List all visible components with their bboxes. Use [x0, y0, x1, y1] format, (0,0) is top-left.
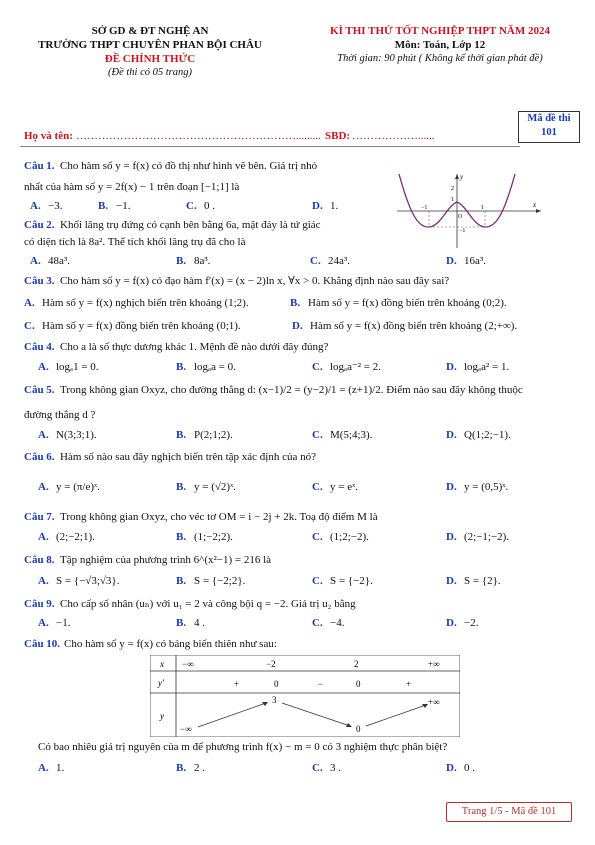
q2-opt-d[interactable]: 16a³.	[464, 255, 486, 267]
official-label: ĐỀ CHÍNH THỨC	[104, 53, 196, 65]
q6-line1	[0, 450, 595, 466]
q10-text-1: Cho hàm số y = f(x) có bảng biến thiên như sau:	[64, 638, 277, 650]
q1-label: Câu 1.	[24, 160, 55, 172]
q10-opt-d-letter[interactable]: D.	[446, 762, 457, 774]
vt-sign-4: 0	[356, 679, 361, 689]
q7-label: Câu 7.	[24, 511, 55, 523]
q4-opt-d-letter[interactable]: D.	[446, 361, 457, 373]
q1-opt-a[interactable]: −3.	[48, 200, 63, 212]
q7-opt-a-letter[interactable]: A.	[38, 531, 49, 543]
q3-opt-a[interactable]: Hàm số y = f(x) nghịch biến trên khoảng (1;2).	[42, 297, 249, 309]
q2-opt-c-letter[interactable]: C.	[310, 255, 321, 267]
q4-text-1: Cho a là số thực dương khác 1. Mệnh đề nào dưới đây đúng?	[60, 341, 329, 353]
q2-opt-c[interactable]: 24a³.	[328, 255, 350, 267]
sbd-label: SBD:	[325, 130, 351, 142]
q9-opt-c-letter[interactable]: C.	[312, 617, 323, 629]
q6-options	[0, 480, 595, 496]
vt-x-2: 2	[354, 659, 359, 669]
q5-text-2: đường thẳng d ?	[24, 409, 96, 421]
graph-tick-x1: 1	[481, 205, 484, 211]
q7-opt-c[interactable]: (1;2;−2).	[330, 531, 369, 543]
school-name: TRƯỜNG THPT CHUYÊN PHAN BỘI CHÂU	[38, 39, 262, 51]
q8-line1	[0, 553, 595, 569]
q3-opt-d[interactable]: Hàm số y = f(x) đồng biến trên khoảng (2;+∞).	[310, 320, 518, 332]
q3-opt-d-letter[interactable]: D.	[292, 320, 303, 332]
q10-opt-b-letter[interactable]: B.	[176, 762, 187, 774]
q1-opt-a-letter[interactable]: A.	[30, 200, 41, 212]
q8-opt-d[interactable]: S = {2}.	[464, 575, 501, 587]
q4-opt-a-letter[interactable]: A.	[38, 361, 49, 373]
page-indicator: Trang 1/5 - Mã đề 101	[446, 802, 572, 822]
q4-opt-d[interactable]: logₐa² = 1.	[464, 361, 510, 373]
q4-options	[0, 360, 595, 376]
q10-opt-c[interactable]: 3 .	[330, 762, 341, 774]
q6-opt-b-letter[interactable]: B.	[176, 481, 187, 493]
q8-options	[0, 574, 595, 590]
vt-x-minus-2: −2	[266, 659, 276, 669]
header-divider	[20, 146, 520, 147]
q4-opt-b-letter[interactable]: B.	[176, 361, 187, 373]
q10-line1	[0, 637, 595, 653]
q5-opt-d-letter[interactable]: D.	[446, 429, 457, 441]
q2-line1	[0, 218, 595, 234]
q2-label: Câu 2.	[24, 219, 55, 231]
q9-opt-b-letter[interactable]: B.	[176, 617, 187, 629]
q2-line2	[0, 235, 595, 251]
pages-note: (Đề thi có 05 trang)	[108, 67, 192, 78]
vt-y-plus-inf: +∞	[428, 697, 440, 707]
exam-time: Thời gian: 90 phút ( Không kể thời gian phát đề)	[337, 53, 543, 64]
q6-text-1: Hàm số nào sau đây nghịch biến trên tập xác định của nó?	[60, 451, 316, 463]
q3-options-1	[0, 296, 595, 312]
q2-opt-d-letter[interactable]: D.	[446, 255, 457, 267]
vt-row-y: y	[160, 711, 164, 721]
q9-options	[0, 616, 595, 632]
q5-opt-c[interactable]: M(5;4;3).	[330, 429, 373, 441]
graph-y-label: y	[460, 173, 464, 181]
q9-opt-a[interactable]: −1.	[56, 617, 71, 629]
exam-code-value: 101	[541, 127, 557, 138]
q3-options-2	[0, 319, 595, 335]
q7-options	[0, 530, 595, 546]
q5-opt-d[interactable]: Q(1;2;−1).	[464, 429, 511, 441]
q8-label: Câu 8.	[24, 554, 55, 566]
vt-y-minus-inf: −∞	[180, 724, 192, 734]
q7-opt-d-letter[interactable]: D.	[446, 531, 457, 543]
vt-y-0: 0	[356, 724, 361, 734]
q10-opt-a[interactable]: 1.	[56, 762, 65, 774]
q3-opt-b[interactable]: Hàm số y = f(x) đồng biến trên khoảng (0;2).	[308, 297, 507, 309]
q1-opt-b-letter[interactable]: B.	[98, 200, 109, 212]
q7-opt-a[interactable]: (2;−2;1).	[56, 531, 95, 543]
graph-tick-xm1: −1	[421, 205, 428, 211]
q9-opt-d-letter[interactable]: D.	[446, 617, 457, 629]
q3-opt-a-letter[interactable]: A.	[24, 297, 35, 309]
graph-tick-ym1: −1	[459, 228, 466, 234]
q10-opt-a-letter[interactable]: A.	[38, 762, 49, 774]
graph-x-label: x	[533, 201, 537, 209]
q9-opt-c[interactable]: −4.	[330, 617, 345, 629]
q2-options	[0, 254, 595, 270]
q2-opt-a-letter[interactable]: A.	[30, 255, 41, 267]
q7-opt-c-letter[interactable]: C.	[312, 531, 323, 543]
q8-opt-b[interactable]: S = {−2;2}.	[194, 575, 246, 587]
name-label: Họ và tên:	[24, 130, 73, 142]
q10-opt-b[interactable]: 2 .	[194, 762, 205, 774]
q1-text-1: Cho hàm số y = f(x) có đồ thị như hình vẽ bên. Giá trị nhỏ	[60, 160, 318, 172]
q1-opt-b[interactable]: −1.	[116, 200, 131, 212]
q6-opt-d[interactable]: y = (0,5)ˣ.	[464, 481, 509, 493]
q7-opt-b[interactable]: (1;−2;2).	[194, 531, 233, 543]
sbd-dots[interactable]: ………………......	[352, 130, 435, 142]
exam-title: KÌ THI THỬ TỐT NGHIỆP THPT NĂM 2024	[330, 25, 550, 37]
q4-opt-b[interactable]: logₐa = 0.	[194, 361, 236, 373]
q3-line1	[0, 274, 595, 290]
q5-opt-a[interactable]: N(3;3;1).	[56, 429, 97, 441]
q10-options	[0, 761, 595, 777]
q6-opt-d-letter[interactable]: D.	[446, 481, 457, 493]
q8-opt-c-letter[interactable]: C.	[312, 575, 323, 587]
q7-opt-d[interactable]: (2;−1;−2).	[464, 531, 510, 543]
q8-text-1: Tập nghiệm của phương trình 6^(x²−1) = 216 là	[60, 554, 272, 566]
q10-line2	[0, 740, 595, 756]
q7-text-1: Trong không gian Oxyz, cho véc tơ OM = i − 2j + 2k. Toạ độ điểm M là	[60, 511, 378, 523]
q3-opt-c[interactable]: Hàm số y = f(x) đồng biến trên khoảng (0;1).	[42, 320, 241, 332]
q8-opt-c[interactable]: S = {−2}.	[330, 575, 373, 587]
q8-opt-d-letter[interactable]: D.	[446, 575, 457, 587]
vt-row-dy: y'	[158, 678, 164, 688]
q1-text-2: nhất của hàm số y = 2f(x) − 1 trên đoạn [−1;1] là	[24, 181, 240, 193]
variation-table	[150, 655, 460, 737]
q10-opt-c-letter[interactable]: C.	[312, 762, 323, 774]
q9-opt-a-letter[interactable]: A.	[38, 617, 49, 629]
vt-arrow-up-2	[366, 705, 426, 726]
q3-text-1: Cho hàm số y = f(x) có đạo hàm f′(x) = (x − 2)ln x, ∀x > 0. Khẳng định nào sau đây sai?	[60, 275, 450, 287]
q2-text-1: Khối lăng trụ đứng có cạnh bên bằng 6a, mặt đáy là tứ giác	[60, 219, 321, 231]
q1-line2	[0, 180, 595, 196]
vt-sign-2: 0	[274, 679, 279, 689]
q4-opt-a[interactable]: logₐ1 = 0.	[56, 361, 99, 373]
q6-label: Câu 6.	[24, 451, 55, 463]
q9-text-1: Cho cấp số nhân (uₙ) với u₁ = 2 và công bội q = −2. Giá trị u₂ bằng	[60, 598, 356, 610]
q4-line1	[0, 340, 595, 356]
q5-opt-b-letter[interactable]: B.	[176, 429, 187, 441]
vt-sign-5: +	[406, 679, 412, 689]
graph-tick-y2: 2	[451, 186, 454, 192]
graph-tick-y1: 1	[451, 197, 454, 203]
q8-opt-b-letter[interactable]: B.	[176, 575, 187, 587]
q9-line1	[0, 597, 595, 613]
q1-opt-d[interactable]: 1.	[330, 200, 339, 212]
q1-opt-c[interactable]: 0 .	[204, 200, 215, 212]
q2-opt-b-letter[interactable]: B.	[176, 255, 187, 267]
q10-text-2: Có bao nhiêu giá trị nguyên của m để phương trình f(x) − m = 0 có 3 nghiệm thực phân biệt?	[38, 741, 448, 753]
vt-x-minus-inf: −∞	[182, 659, 194, 669]
q6-opt-c-letter[interactable]: C.	[312, 481, 323, 493]
q1-opt-c-letter[interactable]: C.	[186, 200, 197, 212]
q5-opt-a-letter[interactable]: A.	[38, 429, 49, 441]
candidate-info	[0, 129, 595, 145]
q3-opt-b-letter[interactable]: B.	[290, 297, 301, 309]
name-dots[interactable]: …………………………………………………….........	[76, 130, 321, 142]
q6-opt-a-letter[interactable]: A.	[38, 481, 49, 493]
q8-opt-a-letter[interactable]: A.	[38, 575, 49, 587]
vt-row-x: x	[160, 659, 164, 669]
graph-origin: O	[458, 214, 463, 220]
q1-options	[0, 199, 595, 215]
dept-name: SỞ GD & ĐT NGHỆ AN	[91, 25, 209, 37]
q4-opt-c-letter[interactable]: C.	[312, 361, 323, 373]
q6-opt-c[interactable]: y = eˣ.	[330, 481, 359, 493]
q9-opt-b[interactable]: 4 .	[194, 617, 205, 629]
q5-options	[0, 428, 595, 444]
q2-text-2: có diện tích là 8a². Thể tích khối lăng trụ đã cho là	[24, 236, 246, 248]
q1-line1	[0, 159, 595, 175]
q10-label: Câu 10.	[24, 638, 61, 650]
q5-label: Câu 5.	[24, 384, 55, 396]
q3-label: Câu 3.	[24, 275, 55, 287]
q2-opt-a[interactable]: 48a³.	[48, 255, 70, 267]
q9-label: Câu 9.	[24, 598, 55, 610]
q9-opt-d[interactable]: −2.	[464, 617, 479, 629]
q6-opt-a[interactable]: y = (π/e)ˣ.	[56, 481, 100, 493]
q5-line2	[0, 408, 595, 424]
q1-opt-d-letter[interactable]: D.	[312, 200, 323, 212]
vt-sign-1: +	[234, 679, 240, 689]
vt-arrow-down	[282, 703, 350, 726]
vt-arrow-up-1	[198, 703, 266, 727]
q6-opt-b[interactable]: y = (√2)ˣ.	[194, 481, 236, 493]
q5-line1	[0, 383, 595, 399]
q3-opt-c-letter[interactable]: C.	[24, 320, 35, 332]
exam-subject: Môn: Toán, Lớp 12	[394, 39, 486, 51]
q7-opt-b-letter[interactable]: B.	[176, 531, 187, 543]
q5-opt-c-letter[interactable]: C.	[312, 429, 323, 441]
q8-opt-a[interactable]: S = {−√3;√3}.	[56, 575, 120, 587]
q2-opt-b[interactable]: 8a³.	[194, 255, 211, 267]
vt-sign-3: −	[318, 679, 324, 689]
q4-opt-c[interactable]: logₐa⁻² = 2.	[330, 361, 382, 373]
vt-x-plus-inf: +∞	[428, 659, 440, 669]
exam-code-label: Mã đề thi	[527, 113, 571, 124]
q10-opt-d[interactable]: 0 .	[464, 762, 475, 774]
q5-opt-b[interactable]: P(2;1;2).	[194, 429, 233, 441]
q4-label: Câu 4.	[24, 341, 55, 353]
vt-y-3: 3	[272, 695, 277, 705]
q5-text-1: Trong không gian Oxyz, cho đường thẳng d: (x−1)/2 = (y−2)/1 = (z+1)/2. Điểm nào sau đây không thuộc	[60, 384, 523, 396]
q7-line1	[0, 510, 595, 526]
